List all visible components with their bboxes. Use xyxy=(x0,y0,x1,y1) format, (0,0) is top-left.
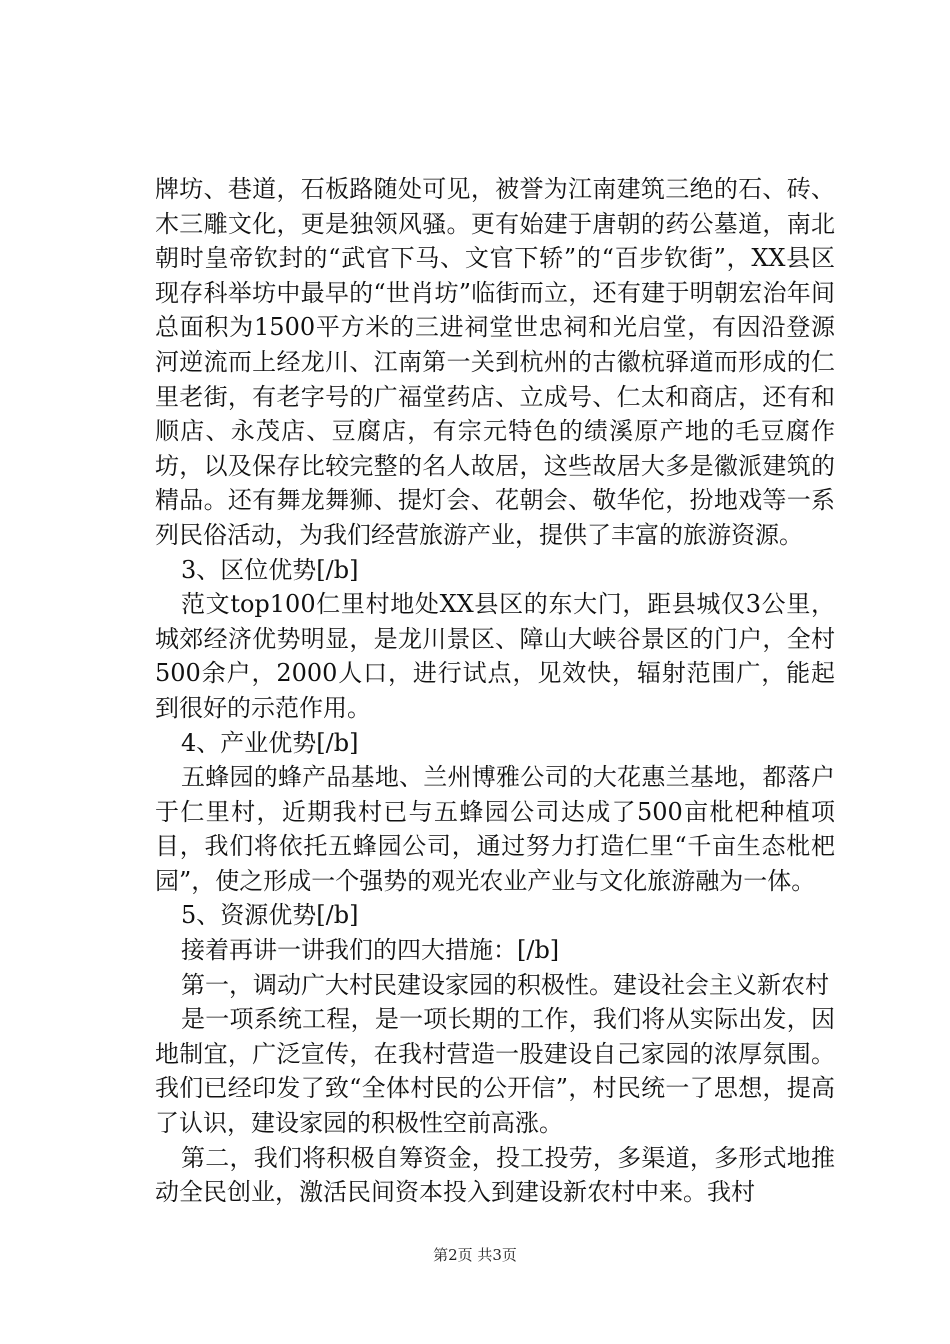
heading-resource-advantage: 5、资源优势[/b] xyxy=(181,901,359,930)
heading-four-measures: 接着再讲一讲我们的四大措施：[/b] xyxy=(181,936,560,965)
heading-location-advantage: 3、区位优势[/b] xyxy=(181,555,359,584)
paragraph-location: 范文top100仁里村地处XX县区的东大门，距县城仅3公里，城郊经济优势明显，是龙川景区、障山大峡谷景区的门户，全村500余户，2000人口，进行试点，见效快，辐射范围广，能起到很好的示范作用。 xyxy=(155,590,835,722)
page-number-footer: 第2页 共3页 xyxy=(433,1246,517,1264)
paragraph-measure-one: 第一，调动广大村民建设家园的积极性。建设社会主义新农村 xyxy=(181,970,829,999)
paragraph-heritage: 牌坊、巷道，石板路随处可见，被誉为江南建筑三绝的石、砖、木三雕文化，更是独领风骚。更有始建于唐朝的药公墓道，南北朝时皇帝钦封的“武官下马、文官下轿”的“百步钦街”，XX县区现存科举坊中最早的“世肖坊”临街而立，还有建于明朝宏治年间总面积为1500平方米的三进祠堂世忠祠和光启堂，有因沿登源河逆流而上经龙川、江南第一关到杭州的古徽杭驿道而形成的仁里老街，有老字号的广福堂药店、立成号、仁太和商店，还有和顺店、永茂店、豆腐店，有宗元特色的绩溪原产地的毛豆腐作坊，以及保存比较完整的名人故居，这些故居大多是徽派建筑的精品。还有舞龙舞狮、提灯会、花朝会、敬华佗，扮地戏等一系列民俗活动，为我们经营旅游产业，提供了丰富的旅游资源。 xyxy=(155,175,835,549)
paragraph-measure-one-detail: 是一项系统工程，是一项长期的工作，我们将从实际出发，因地制宜，广泛宣传，在我村营造一股建设自己家园的浓厚氛围。我们已经印发了致“全体村民的公开信”，村民统一了思想，提高了认识，建设家园的积极性空前高涨。 xyxy=(155,1005,835,1138)
body-text xyxy=(155,172,835,1210)
paragraph-industry: 五蜂园的蜂产品基地、兰州博雅公司的大花惠兰基地，都落户于仁里村，近期我村已与五蜂园公司达成了500亩枇杷种植项目，我们将依托五蜂园公司，通过努力打造仁里“千亩生态枇杷园”，使之形成一个强势的观光农业产业与文化旅游融为一体。 xyxy=(155,763,835,895)
paragraph-measure-two: 第二，我们将积极自筹资金，投工投劳，多渠道，多形式地推动全民创业，激活民间资本投入到建设新农村中来。我村 xyxy=(155,1143,835,1207)
heading-industry-advantage: 4、产业优势[/b] xyxy=(181,728,359,757)
